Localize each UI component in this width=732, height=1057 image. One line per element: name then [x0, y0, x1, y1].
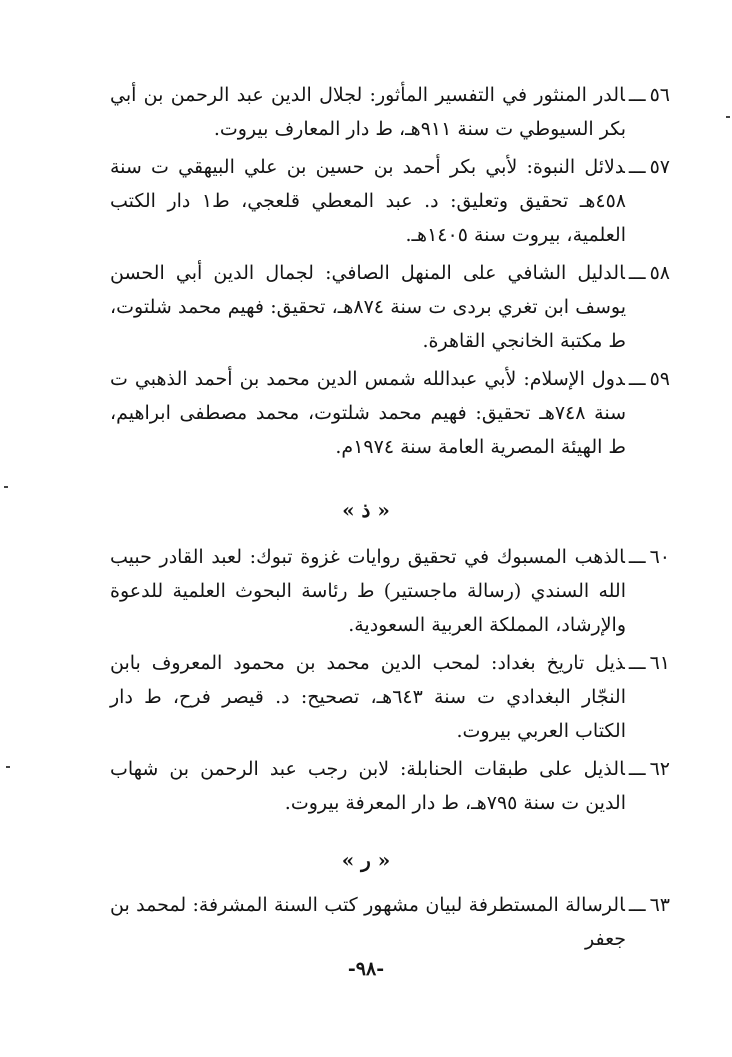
section-heading-dhal: « ذ »	[342, 498, 390, 522]
bibliography-entry-56	[110, 78, 670, 146]
scan-mark	[4, 486, 8, 488]
entry-separator: ـــ	[628, 758, 646, 780]
entry-text: الدر المنثور في التفسير المأثور: لجلال الدين عبد الرحمن بن أبي بكر السيوطي ت سنة ٩١١هـ، ط دار المعارف بيروت.	[110, 84, 626, 140]
entries-block-ra	[110, 888, 670, 960]
bibliography-entry-63	[110, 888, 670, 956]
bibliography-entry-59	[110, 362, 670, 464]
page-number: -٩٨-	[347, 958, 385, 980]
entry-text: الذيل على طبقات الحنابلة: لابن رجب عبد الرحمن بن شهاب الدين ت سنة ٧٩٥هـ، ط دار المعرفة بيروت.	[110, 758, 626, 814]
entry-separator: ـــ	[628, 368, 646, 390]
entry-separator: ـــ	[628, 84, 646, 106]
entry-separator: ـــ	[628, 652, 646, 674]
bibliography-entry-62	[110, 752, 670, 820]
bibliography-entry-60	[110, 540, 670, 642]
entry-text: الدليل الشافي على المنهل الصافي: لجمال الدين أبي الحسن يوسف ابن تغري بردى ت سنة ٨٧٤هـ، تحقيق: فهيم محمد شلتوت، ط مكتبة الخانجي القاهرة.	[110, 262, 626, 352]
entry-separator: ـــ	[628, 262, 646, 284]
entry-text: الرسالة المستطرفة لبيان مشهور كتب السنة المشرفة: لمحمد بن جعفر	[110, 894, 626, 950]
entry-number: ٥٦	[649, 84, 670, 106]
bibliography-entry-61	[110, 646, 670, 748]
entry-text: دلائل النبوة: لأبي بكر أحمد بن حسين بن علي البيهقي ت سنة ٤٥٨هـ تحقيق وتعليق: د. عبد المعطي قلعجي، ط١ دار الكتب العلمية، بيروت سنة ١٤٠٥هـ.	[110, 156, 626, 246]
entry-separator: ـــ	[628, 156, 646, 178]
entry-number: ٦١	[649, 652, 670, 674]
entry-separator: ـــ	[628, 546, 646, 568]
entry-number: ٦٠	[649, 546, 670, 568]
entry-text: الذهب المسبوك في تحقيق روايات غزوة تبوك: لعبد القادر حبيب الله السندي (رسالة ماجستير) ط رئاسة البحوث العلمية للدعوة والإرشاد، المملكة العربية السعودية.	[110, 546, 626, 636]
entry-text: دول الإسلام: لأبي عبدالله شمس الدين محمد بن أحمد الذهبي ت سنة ٧٤٨هـ تحقيق: فهيم محمد شلتوت، محمد مصطفى ابراهيم، ط الهيئة المصرية العامة سنة ١٩٧٤م.	[110, 368, 626, 458]
entry-text: ذيل تاريخ بغداد: لمحب الدين محمد بن محمود المعروف بابن النجّار البغدادي ت سنة ٦٤٣هـ، تصحيح: د. قيصر فرح، ط دار الكتاب العربي بيروت.	[110, 652, 626, 742]
entry-number: ٥٨	[649, 262, 670, 284]
entry-number: ٦٢	[649, 758, 670, 780]
bibliography-entry-57	[110, 150, 670, 252]
entry-number: ٥٧	[649, 156, 670, 178]
scan-mark	[6, 766, 10, 768]
entries-block-dal	[110, 78, 670, 468]
entry-number: ٥٩	[649, 368, 670, 390]
entry-separator: ـــ	[628, 894, 646, 916]
bibliography-entry-58	[110, 256, 670, 358]
entry-number: ٦٣	[649, 894, 670, 916]
scan-mark	[726, 116, 730, 118]
entries-block-dhal	[110, 540, 670, 824]
section-heading-ra: « ر »	[341, 848, 391, 872]
